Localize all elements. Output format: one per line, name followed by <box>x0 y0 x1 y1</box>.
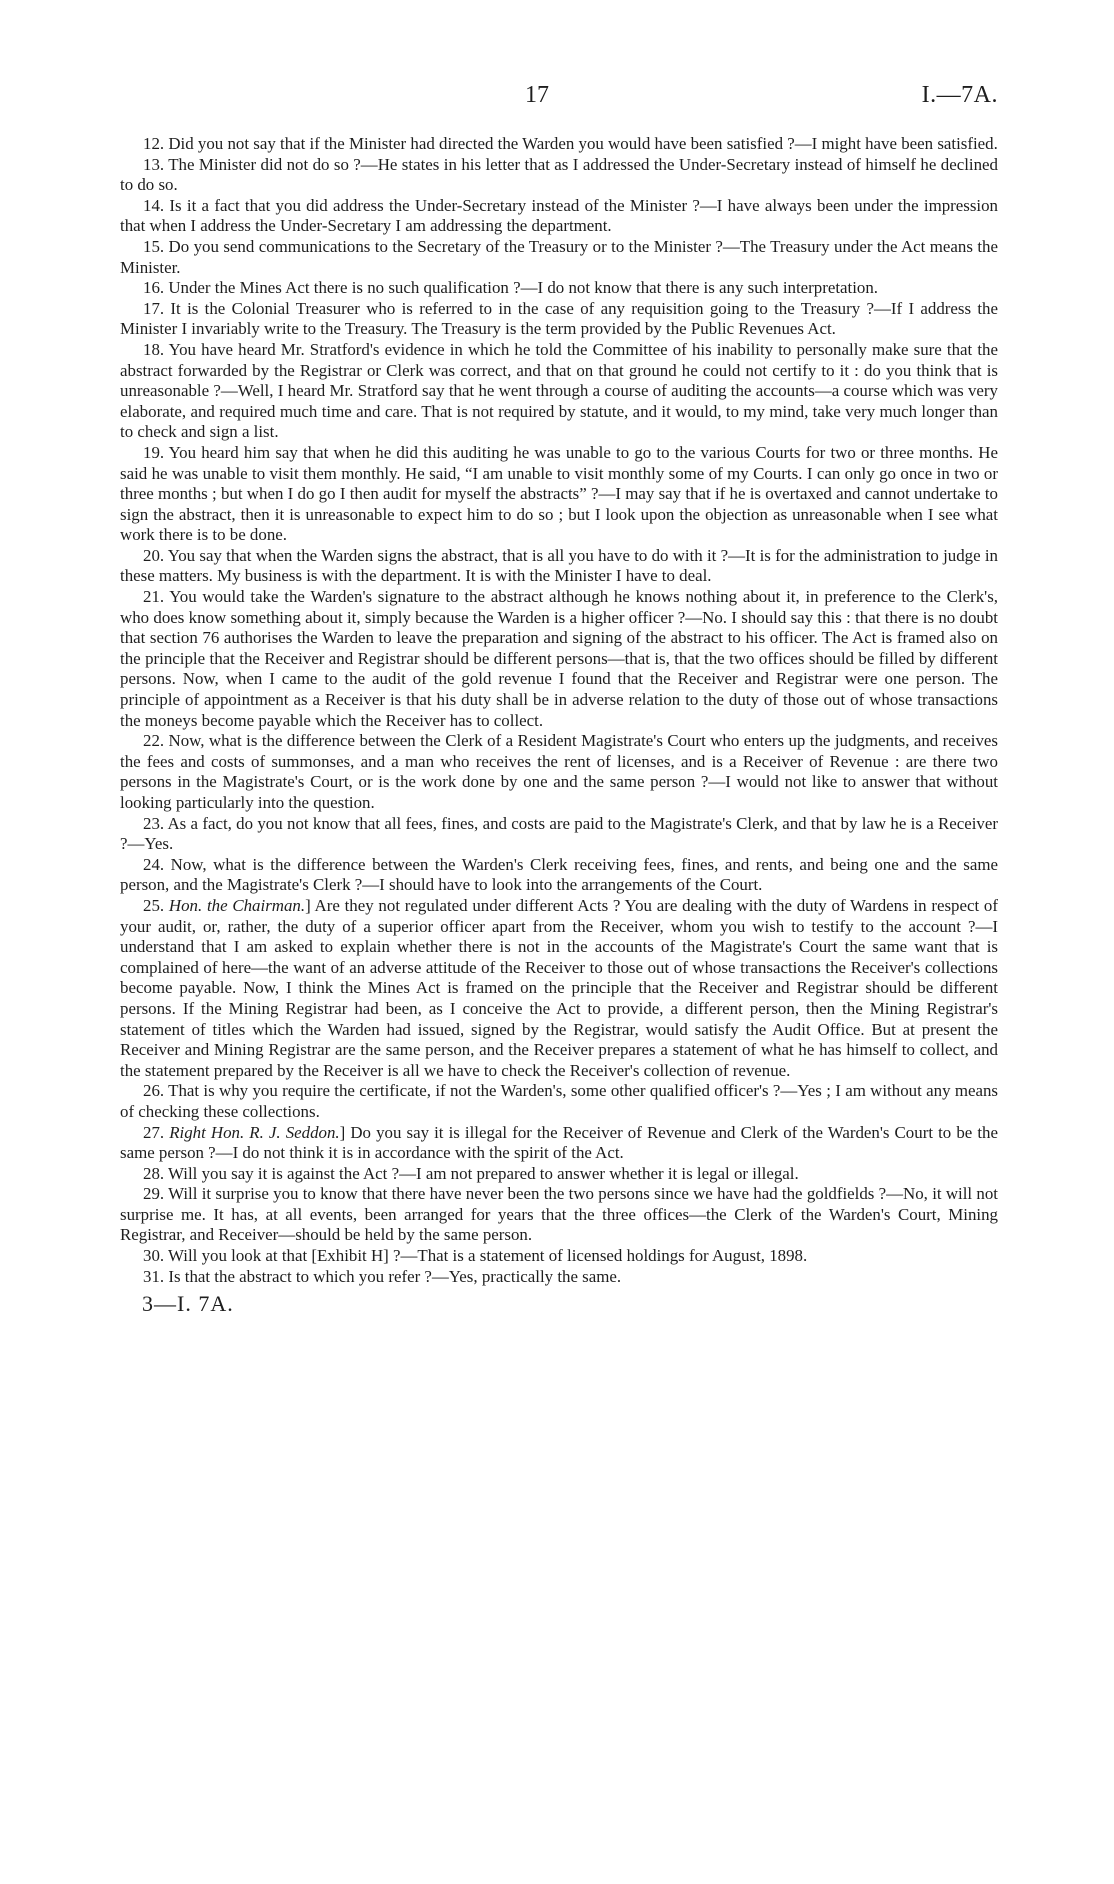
paragraph-12: 12. Did you not say that if the Minister had directed the Warden you would have been satisfied ?—I might have been satisfied. <box>143 134 998 153</box>
speaker-name: Hon. the Chairman. <box>168 895 306 915</box>
paragraph-21: 21. You would take the Warden's signature to the abstract although he knows nothing about it, in preference to the Clerk's, who does know something about it, simply because the Warden is a higher officer ?—No. I should say this : that there is no doubt that section 76 authorises the Warden to leave the preparation and signing of the abstract to his officer. The Act is framed also on the principle that the Receiver and Registrar should be different persons—that is, that the two offices should be filled by different persons. Now, when I came to the audit of the gold revenue I found that the Receiver and Registrar were one person. The principle of appointment as a Receiver is that his duty shall be in adverse relation to the duty of those out of whose transactions the moneys become payable which the Receiver has to collect. <box>120 587 998 730</box>
paragraph-23: 23. As a fact, do you not know that all fees, fines, and costs are paid to the Magistrate's Clerk, and that by law he is a Receiver ?—Yes. <box>120 813 998 854</box>
paragraph-26: 26. That is why you require the certificate, if not the Warden's, some other qualified officer's ?—Yes ; I am without any means of checking these collections. <box>120 1081 998 1121</box>
paragraph-number: 27. <box>143 1122 165 1142</box>
paragraph-24: 24. Now, what is the difference between the Warden's Clerk receiving fees, fines, and rents, and being one and the same person, and the Magistrate's Clerk ?—I should have to look into the arrangements of the Court. <box>120 854 998 895</box>
paragraph-14: 14. Is it a fact that you did address the Under-Secretary instead of the Minister ?—I have always been under the impression that when I address the Under-Secretary I am addressing the department. <box>120 195 998 236</box>
speaker-name: Right Hon. R. J. Seddon. <box>169 1122 340 1142</box>
paragraph-29: 29. Will it surprise you to know that there have never been the two persons since we have had the goldfields ?—No, it will not surprise me. It has, at all events, been arranged for years that the three offices—the Clerk of the Warden's Court, Mining Registrar, and Receiver—should be held by the same person. <box>120 1184 998 1245</box>
paragraph-31: 31. Is that the abstract to which you refer ?—Yes, practically the same. <box>143 1266 622 1286</box>
document-page <box>120 76 998 1317</box>
paragraph-19: 19. You heard him say that when he did this auditing he was unable to go to the various Courts for two or three months. He said he was unable to visit them monthly. He said, “I am unable to visit monthly some of my Courts. I can only go once in two or three months ; but when I do go I then audit for myself the abstracts” ?—I may say that if he is overtaxed and cannot undertake to sign the abstract, then it is unreasonable to expect him to do so ; but I look upon the objection as unreasonable when I see what work there is to be done. <box>120 442 998 545</box>
paragraph-28: 28. Will you say it is against the Act ?—I am not prepared to answer whether it is legal or illegal. <box>143 1163 799 1183</box>
paragraph-15: 15. Do you send communications to the Secretary of the Treasury or to the Minister ?—The Treasury under the Act means the Minister. <box>120 236 998 277</box>
paragraph-13: 13. The Minister did not do so ?—He states in his letter that as I addressed the Under-Secretary instead of himself he declined to do so. <box>120 154 998 195</box>
document-reference: I.—7A. <box>921 82 998 108</box>
page-header <box>120 76 998 114</box>
paragraph-body: ] Do you say it is illegal for the Receiver of Revenue and Clerk of the Warden's Court to be the same person ?—I do not think it is in accordance with the spirit of the Act. <box>120 1122 998 1163</box>
paragraph-27 <box>120 1123 998 1164</box>
signature-mark: 3—I. 7A. <box>142 1291 234 1317</box>
paragraph-number: 25. <box>143 895 165 915</box>
paragraph-17: 17. It is the Colonial Treasurer who is referred to in the case of any requisition going to the Treasury ?—If I address the Minister I invariably write to the Treasury. The Treasury is the term provided by the Public Revenues Act. <box>120 298 998 339</box>
paragraph-20: 20. You say that when the Warden signs the abstract, that is all you have to do with it ?—It is for the administration to judge in these matters. My business is with the department. It is with the Minister I have to deal. <box>120 545 998 586</box>
body-text <box>120 134 998 1287</box>
paragraph-body: ] Are they not regulated under different Acts ? You are dealing with the duty of Wardens in respect of your audit, or, rather, the duty of a superior officer apart from the Receiver, whom you wish to testify to the account ?—I understand that I am asked to explain whether there is not in the accounts of the Magistrate's Court the same want that is complained of here—the want of an adverse attitude of the Receiver to those out of whose transactions the Receiver's collections become payable. Now, I think the Mines Act is framed on the principle that the Receiver and Registrar should be different persons. If the Mining Registrar had been, as I conceive the Act to provide, a different person, then the Mining Registrar's statement of titles which the Warden had issued, signed by the Registrar, would satisfy the Audit Office. But at present the Receiver and Mining Registrar are the same person, and the Receiver prepares a statement of what he has himself to collect, and the statement prepared by the Receiver is all we have to check the Receiver's collection of revenue. <box>120 895 998 1080</box>
paragraph-18: 18. You have heard Mr. Stratford's evidence in which he told the Committee of his inability to personally make sure that the abstract forwarded by the Registrar or Clerk was correct, and that on that ground he could not certify to it : do you think that is unreasonable ?—Well, I heard Mr. Stratford say that he went through a course of auditing the accounts—a course which was very elaborate, and required much time and care. That is not required by statute, and it would, to my mind, take very much longer than to check and sign a list. <box>120 339 998 442</box>
paragraph-22: 22. Now, what is the difference between the Clerk of a Resident Magistrate's Court who enters up the judgments, and receives the fees and costs of summonses, and a man who receives the rent of licenses, and is a Receiver of Revenue : are there two persons in the Magistrate's Court, or is the work done by one and the same person ?—I would not like to answer that without looking particularly into the question. <box>120 731 998 812</box>
page-number: 17 <box>525 82 549 108</box>
paragraph-16: 16. Under the Mines Act there is no such qualification ?—I do not know that there is any such interpretation. <box>143 278 879 298</box>
paragraph-25 <box>120 896 998 1081</box>
paragraph-30: 30. Will you look at that [Exhibit H] ?—That is a statement of licensed holdings for August, 1898. <box>143 1246 808 1266</box>
